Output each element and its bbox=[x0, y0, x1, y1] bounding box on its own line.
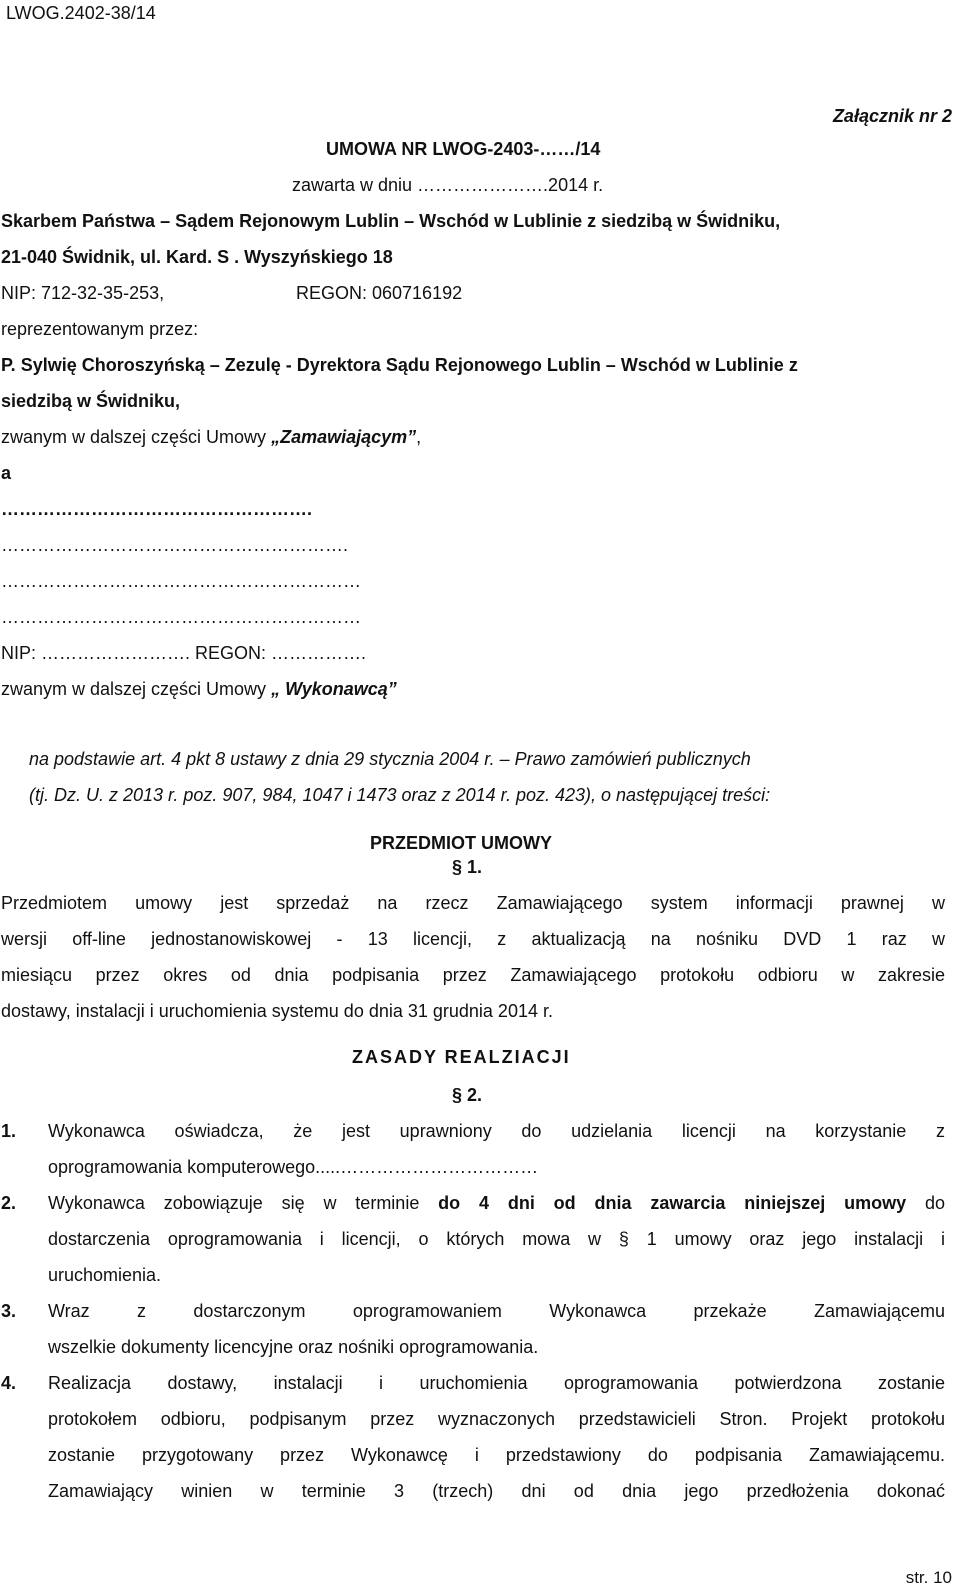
header-bar bbox=[0, 0, 960, 26]
party1-rep-line1: P. Sylwię Choroszyńską – Zezulę - Dyrektora Sądu Rejonowego Lublin – Wschód w Lublinie z bbox=[1, 355, 798, 375]
item4-line1: Realizacja dostawy, instalacji i uruchomienia oprogramowania potwierdzona zostanie bbox=[48, 1373, 945, 1393]
page-number: str. 10 bbox=[905, 1568, 952, 1587]
party1-line1: Skarbem Państwa – Sądem Rejonowym Lublin – Wschód w Lublinie z siedzibą w Świdniku, bbox=[1, 211, 781, 231]
item3-line1: Wraz z dostarczonym oprogramowaniem Wykonawca przekaże Zamawiającemu bbox=[48, 1301, 945, 1321]
section2-paragraph: § 2. bbox=[452, 1085, 483, 1105]
party2-called-name: „ Wykonawcą” bbox=[271, 679, 397, 699]
section1-line: dostawy, instalacji i uruchomienia systemu do dnia 31 grudnia 2014 r. bbox=[1, 1001, 553, 1021]
contract-title: UMOWA NR LWOG-2403-……/14 bbox=[326, 139, 601, 159]
item4-line4: Zamawiający winien w terminie 3 (trzech) dni od dnia jego przedłożenia dokonać bbox=[48, 1481, 945, 1501]
item2-line1: Wykonawca zobowiązuje się w terminie do 4 dni od dnia zawarcia niniejszej umowy do bbox=[48, 1193, 946, 1213]
party1-nip: NIP: 712-32-35-253, bbox=[1, 283, 165, 303]
party1-rep-line2: siedzibą w Świdniku, bbox=[1, 391, 181, 411]
party2-blank2: …………………………………………………. bbox=[1, 535, 349, 555]
conclusion-date: zawarta w dniu ………………….2014 r. bbox=[292, 175, 604, 195]
item-number: 3. bbox=[1, 1301, 17, 1321]
party1-regon: REGON: 060716192 bbox=[296, 283, 463, 303]
item2-line3: uruchomienia. bbox=[48, 1265, 162, 1285]
party2-nip-regon: NIP: ……………………. REGON: ……………. bbox=[1, 643, 367, 663]
section1-heading: PRZEDMIOT UMOWY bbox=[370, 833, 552, 853]
party2-called: zwanym w dalszej części Umowy „ Wykonawcą” bbox=[1, 679, 397, 699]
item1-line1: Wykonawca oświadcza, że jest uprawniony do udzielania licencji na korzystanie z bbox=[48, 1121, 945, 1141]
party1-line2: 21-040 Świdnik, ul. Kard. S . Wyszyńskiego 18 bbox=[1, 247, 393, 267]
item-number: 2. bbox=[1, 1193, 17, 1213]
section1-line: miesiącu przez okres od dnia podpisania przez Zamawiającego protokołu odbioru w zakresie bbox=[1, 965, 945, 985]
item-number: 4. bbox=[1, 1373, 17, 1393]
party2-blank3: …………………………………………………… bbox=[1, 571, 361, 591]
annex-label: Załącznik nr 2 bbox=[832, 106, 952, 126]
item4-line3: zostanie przygotowany przez Wykonawcę i przedstawiony do podpisania Zamawiającemu. bbox=[48, 1445, 945, 1465]
item2-line2: dostarczenia oprogramowania i licencji, o których mowa w § 1 umowy oraz jego instalacji i bbox=[48, 1229, 945, 1249]
item3-line2: wszelkie dokumenty licencyjne oraz nośniki oprogramowania. bbox=[48, 1337, 539, 1357]
and-word: a bbox=[1, 463, 12, 483]
document-code: LWOG.2402-38/14 bbox=[6, 3, 156, 23]
section1-paragraph: § 1. bbox=[452, 857, 483, 877]
party2-blank4: …………………………………………………… bbox=[1, 607, 361, 627]
party2-blank1: ……………………………………………. bbox=[1, 499, 313, 519]
party1-called-name: „Zamawiającym” bbox=[271, 427, 417, 447]
legal-basis-line2: (tj. Dz. U. z 2013 r. poz. 907, 984, 1047 i 1473 oraz z 2014 r. poz. 423), o następującej treści: bbox=[29, 785, 771, 805]
item1-line2: oprogramowania komputerowego.....…………………………… bbox=[48, 1157, 539, 1177]
item-number: 1. bbox=[1, 1121, 17, 1141]
section1-line: Przedmiotem umowy jest sprzedaż na rzecz Zamawiającego system informacji prawnej w bbox=[1, 893, 945, 913]
party1-represented: reprezentowanym przez: bbox=[1, 319, 199, 339]
item4-line2: protokołem odbioru, podpisanym przez wyznaczonych przedstawicieli Stron. Projekt protokołu bbox=[48, 1409, 945, 1429]
section2-heading: ZASADY REALZIACJI bbox=[352, 1047, 571, 1067]
party1-called: zwanym w dalszej części Umowy „Zamawiającym”, bbox=[1, 427, 422, 447]
legal-basis-line1: na podstawie art. 4 pkt 8 ustawy z dnia 29 stycznia 2004 r. – Prawo zamówień publicznych bbox=[29, 749, 751, 769]
section1-line: wersji off-line jednostanowiskowej - 13 licencji, z aktualizacją na nośniku DVD 1 raz w bbox=[1, 929, 945, 949]
deadline-text: do 4 dni od dnia zawarcia niniejszej umowy bbox=[438, 1193, 907, 1213]
